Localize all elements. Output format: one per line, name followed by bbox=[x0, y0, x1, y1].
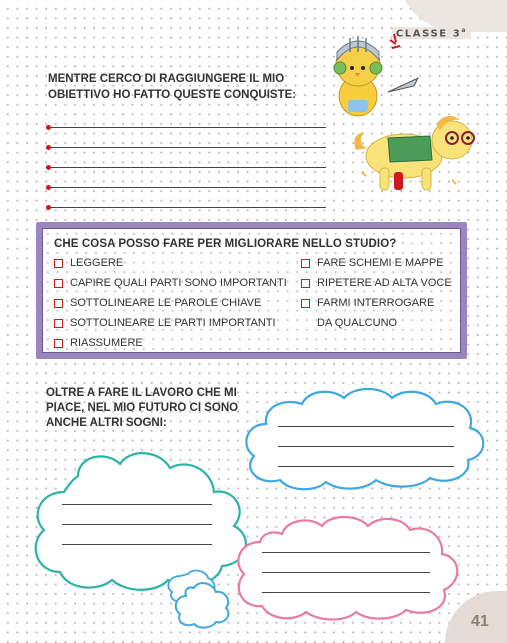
answer-line[interactable] bbox=[46, 188, 326, 208]
answer-line[interactable] bbox=[46, 128, 326, 148]
option-interrogare-continuation: DA QUALCUNO bbox=[317, 317, 398, 329]
checkbox[interactable] bbox=[54, 319, 63, 328]
conquests-title: MENTRE CERCO DI RAGGIUNGERE IL MIO OBIETTIVO HO FATTO QUESTE CONQUISTE: bbox=[48, 73, 297, 101]
option-sottolineare-parole[interactable]: SOTTOLINEARE LE PAROLE CHIAVE bbox=[54, 297, 261, 309]
dreams-title: OLTRE A FARE IL LAVORO CHE MI PIACE, NEL MIO FUTURO CI SONO ANCHE ALTRI SOGNI: bbox=[46, 387, 239, 429]
page-number: 41 bbox=[471, 613, 489, 630]
answer-line[interactable] bbox=[46, 108, 326, 128]
checkbox[interactable] bbox=[54, 299, 63, 308]
checkbox[interactable] bbox=[301, 299, 310, 308]
option-riassumere[interactable]: RIASSUMERE bbox=[54, 337, 143, 349]
checkbox[interactable] bbox=[54, 259, 63, 268]
conquests-answer-lines bbox=[46, 108, 326, 208]
option-sottolineare-parti[interactable]: SOTTOLINEARE LE PARTI IMPORTANTI bbox=[54, 317, 276, 329]
teal-dream-cloud bbox=[28, 444, 252, 596]
pony-illustration bbox=[352, 110, 484, 195]
option-ripetere[interactable]: RIPETERE AD ALTA VOCE bbox=[301, 277, 452, 289]
answer-line[interactable] bbox=[46, 168, 326, 188]
checkbox[interactable] bbox=[301, 259, 310, 268]
checkbox[interactable] bbox=[54, 279, 63, 288]
option-interrogare[interactable]: FARMI INTERROGARE bbox=[301, 297, 434, 309]
blue-dream-cloud bbox=[236, 384, 492, 492]
study-improvement-box bbox=[36, 222, 467, 359]
checkbox[interactable] bbox=[54, 339, 63, 348]
option-capire[interactable]: CAPIRE QUALI PARTI SONO IMPORTANTI bbox=[54, 277, 287, 289]
option-leggere[interactable]: LEGGERE bbox=[54, 257, 123, 269]
study-question: CHE COSA POSSO FARE PER MIGLIORARE NELLO STUDIO? bbox=[54, 238, 397, 250]
pink-dream-cloud bbox=[230, 512, 464, 624]
answer-line[interactable] bbox=[46, 148, 326, 168]
small-blue-cloud bbox=[172, 578, 234, 628]
option-schemi-mappe[interactable]: FARE SCHEMI E MAPPE bbox=[301, 257, 444, 269]
red-bullet bbox=[46, 205, 51, 210]
checkbox[interactable] bbox=[301, 279, 310, 288]
class-label: CLASSE 3$^a$ bbox=[392, 27, 471, 39]
